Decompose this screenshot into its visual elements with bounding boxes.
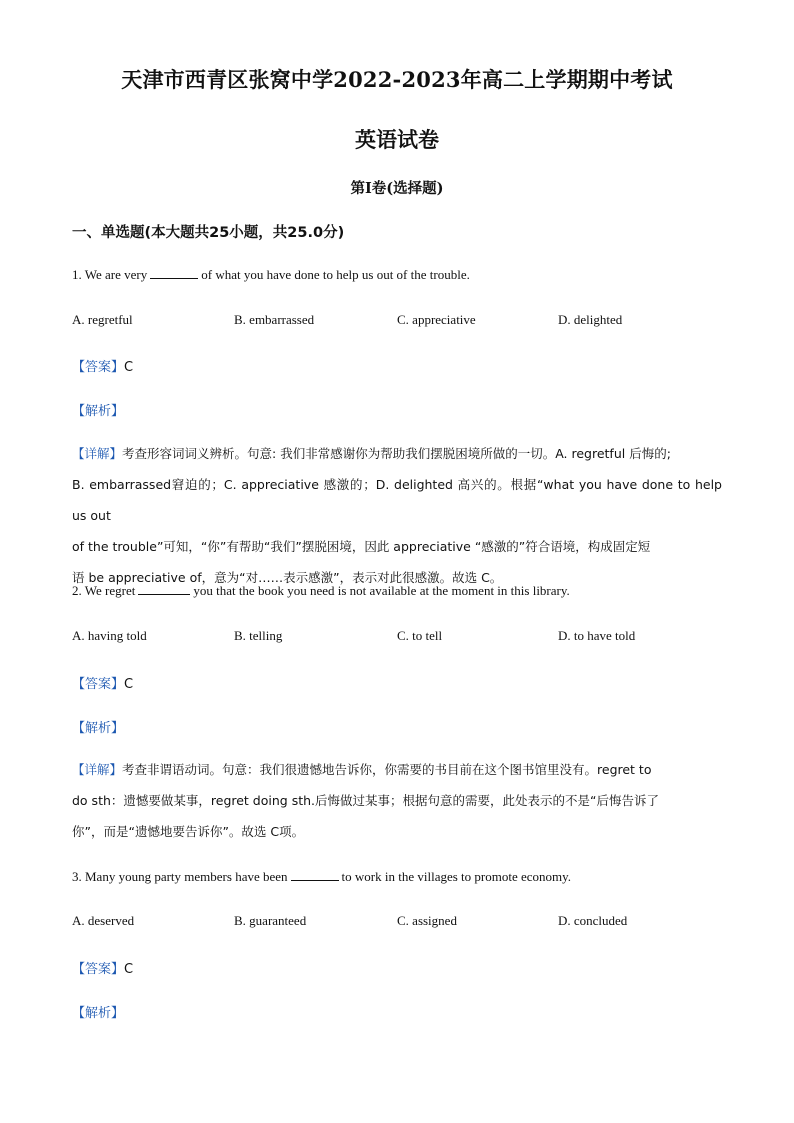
question-3-answer: 【答案】C bbox=[72, 962, 134, 977]
question-3-option-b: B. guaranteed bbox=[234, 913, 307, 928]
exam-subtitle: 英语试卷 bbox=[355, 127, 439, 152]
question-3-option-a: A. deserved bbox=[72, 913, 135, 928]
question-3-option-c: C. assigned bbox=[397, 913, 457, 928]
question-1-stem: 1. We are very of what you have done to help us out of the trouble. bbox=[72, 267, 470, 282]
question-2-option-c: C. to tell bbox=[397, 628, 443, 643]
question-2-stem: 2. We regret you that the book you need is not available at the moment in this library. bbox=[72, 583, 570, 598]
answer-blank bbox=[291, 879, 339, 881]
question-3-option-d: D. concluded bbox=[558, 913, 628, 928]
question-1-option-b: B. embarrassed bbox=[234, 312, 315, 327]
question-2-option-a: A. having told bbox=[72, 628, 147, 643]
question-1-option-d: D. delighted bbox=[558, 312, 623, 327]
exam-title: 天津市西青区张窝中学2022-2023年高二上学期期中考试 bbox=[121, 67, 673, 92]
question-2-analysis-label: 【解析】 bbox=[72, 721, 125, 736]
question-2-answer: 【答案】C bbox=[72, 677, 134, 692]
question-1-option-a: A. regretful bbox=[72, 312, 133, 327]
section-heading: 一、单选题(本大题共25小题，共25.0分) bbox=[72, 225, 345, 241]
question-2-detail: 【详解】考查非谓语动词。句意：我们很遗憾地告诉你，你需要的书目前在这个图书馆里没有。regret to do sth：遗憾要做某事，regret doing sth.后悔做过某事；根据句意的需要，此处表示的不是“后悔告诉了 你”，而是“遗憾地要告诉你”。故选 C项。 bbox=[72, 762, 659, 839]
question-2-option-b: B. telling bbox=[234, 628, 283, 643]
answer-blank bbox=[138, 593, 190, 595]
question-3-analysis-label: 【解析】 bbox=[72, 1006, 125, 1021]
volume-heading: 第I卷(选择题) bbox=[350, 180, 444, 197]
question-1-option-c: C. appreciative bbox=[397, 312, 476, 327]
question-3-stem: 3. Many young party members have been to work in the villages to promote economy. bbox=[72, 869, 572, 884]
question-1-detail: 【详解】考查形容词词义辨析。句意: 我们非常感谢你为帮助我们摆脱困境所做的一切。A. regretful 后悔的; B. embarrassed窘迫的；C. appreciative 感激的；D. delighted 高兴的。根据“what you have done to help us out of the trouble”可知，“你”有帮助“我们”摆脱困境，因此 appreciative “感激的”符合语境，构成固定短 语 be appreciative of，意为“对……表示感激”，表示对此很感激。故选 C。 bbox=[72, 446, 722, 585]
question-1-analysis-label: 【解析】 bbox=[72, 404, 125, 419]
question-1-answer: 【答案】C bbox=[72, 360, 134, 375]
answer-blank bbox=[150, 277, 198, 279]
question-2-option-d: D. to have told bbox=[558, 628, 636, 643]
